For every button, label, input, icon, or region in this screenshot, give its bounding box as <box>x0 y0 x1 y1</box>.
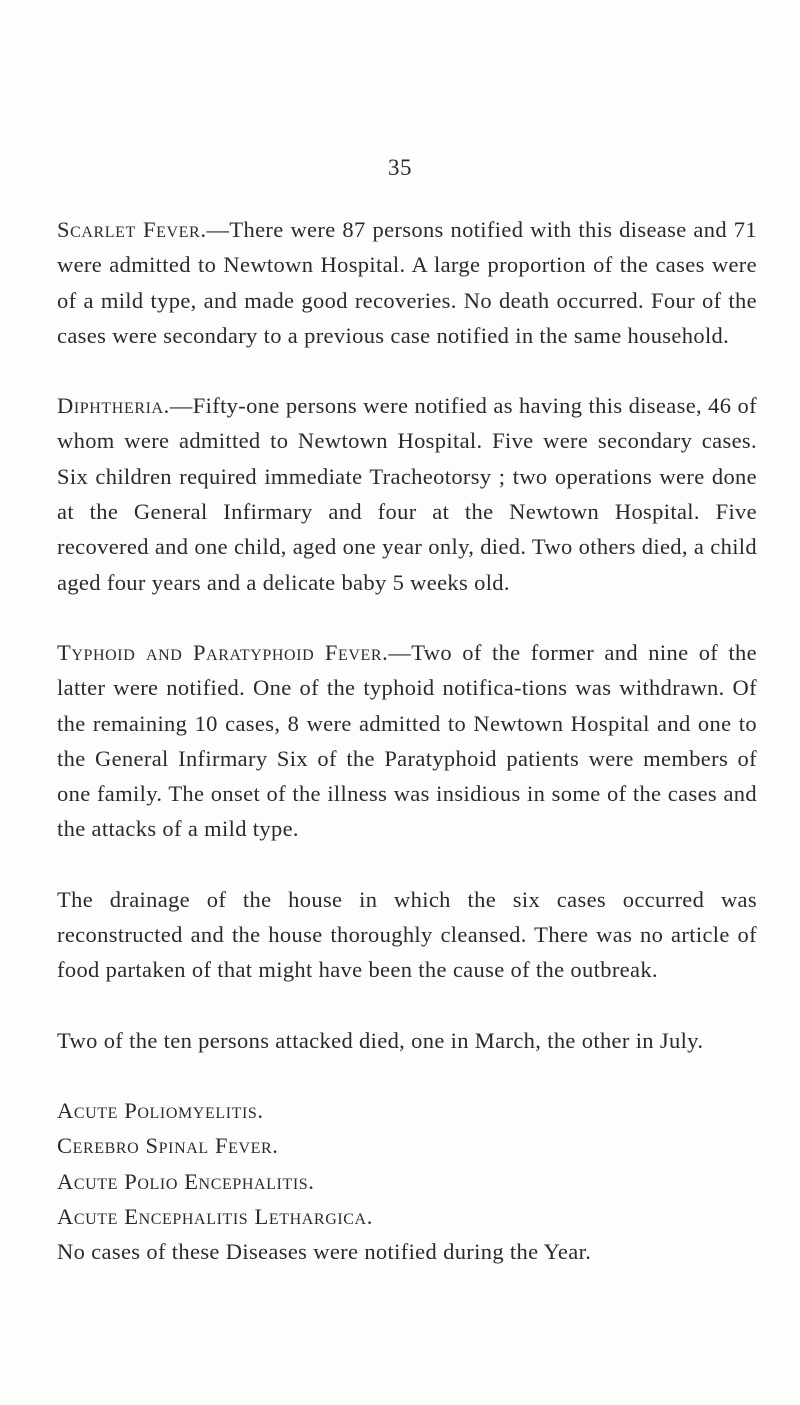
page-number: 35 <box>388 155 412 180</box>
drainage-paragraph <box>57 882 757 988</box>
typhoid-paragraph <box>57 635 757 847</box>
scarlet-fever-text: —There were 87 persons notified with this disease and 71 were admitted to Newtown Hospital. A large proportion of the cases were of a mild type, and made good recoveries. No death occurred. Four of the cases were secondary to a previous case notified in the same household. <box>57 217 758 348</box>
drainage-text: The drainage of the house in which the six cases occurred was reconstructed and the house thoroughly cleansed. There was no article of food partaken of that might have been the cause of the outbreak. <box>57 886 757 983</box>
disease-list-item: Acute Encephalitis Lethargica. <box>57 1203 373 1229</box>
scarlet-fever-heading: Scarlet Fever. <box>57 217 207 242</box>
scarlet-fever-paragraph <box>57 212 757 353</box>
closing-text: No cases of these Diseases were notified during the Year. <box>57 1239 592 1265</box>
disease-list <box>57 1093 757 1269</box>
diphtheria-paragraph <box>57 388 757 600</box>
disease-list-item: Cerebro Spinal Fever. <box>57 1133 279 1159</box>
deaths-text: Two of the ten persons attacked died, one in March, the other in July. <box>57 1027 704 1053</box>
report-body <box>57 212 757 1269</box>
deaths-paragraph <box>57 1023 757 1058</box>
diphtheria-heading: Diphtheria. <box>57 393 170 419</box>
disease-list-item: Acute Poliomyelitis. <box>57 1097 264 1123</box>
disease-list-item: Acute Polio Encephalitis. <box>57 1168 315 1194</box>
diphtheria-text: —Fifty-one persons were notified as having this disease, 46 of whom were admitted to Newtown Hospital. Five were secondary cases. Six children required immediate Tracheotorsy ; two operations were done at the General Infirmary and four at the Newtown Hospital. Five recovered and one child, aged one year only, died. Two others died, a child aged four years and a delicate baby 5 weeks old. <box>57 393 757 595</box>
typhoid-heading: Typhoid and Paratyphoid Fever. <box>57 639 389 665</box>
typhoid-text: —Two of the former and nine of the latter were notified. One of the typhoid notifica-tions was withdrawn. Of the remaining 10 cases, 8 were admitted to Newtown Hospital and one to the General Infirmary Six of the Paratyphoid patients were members of one family. The onset of the illness was insidious in some of the cases and the attacks of a mild type. <box>57 639 757 842</box>
